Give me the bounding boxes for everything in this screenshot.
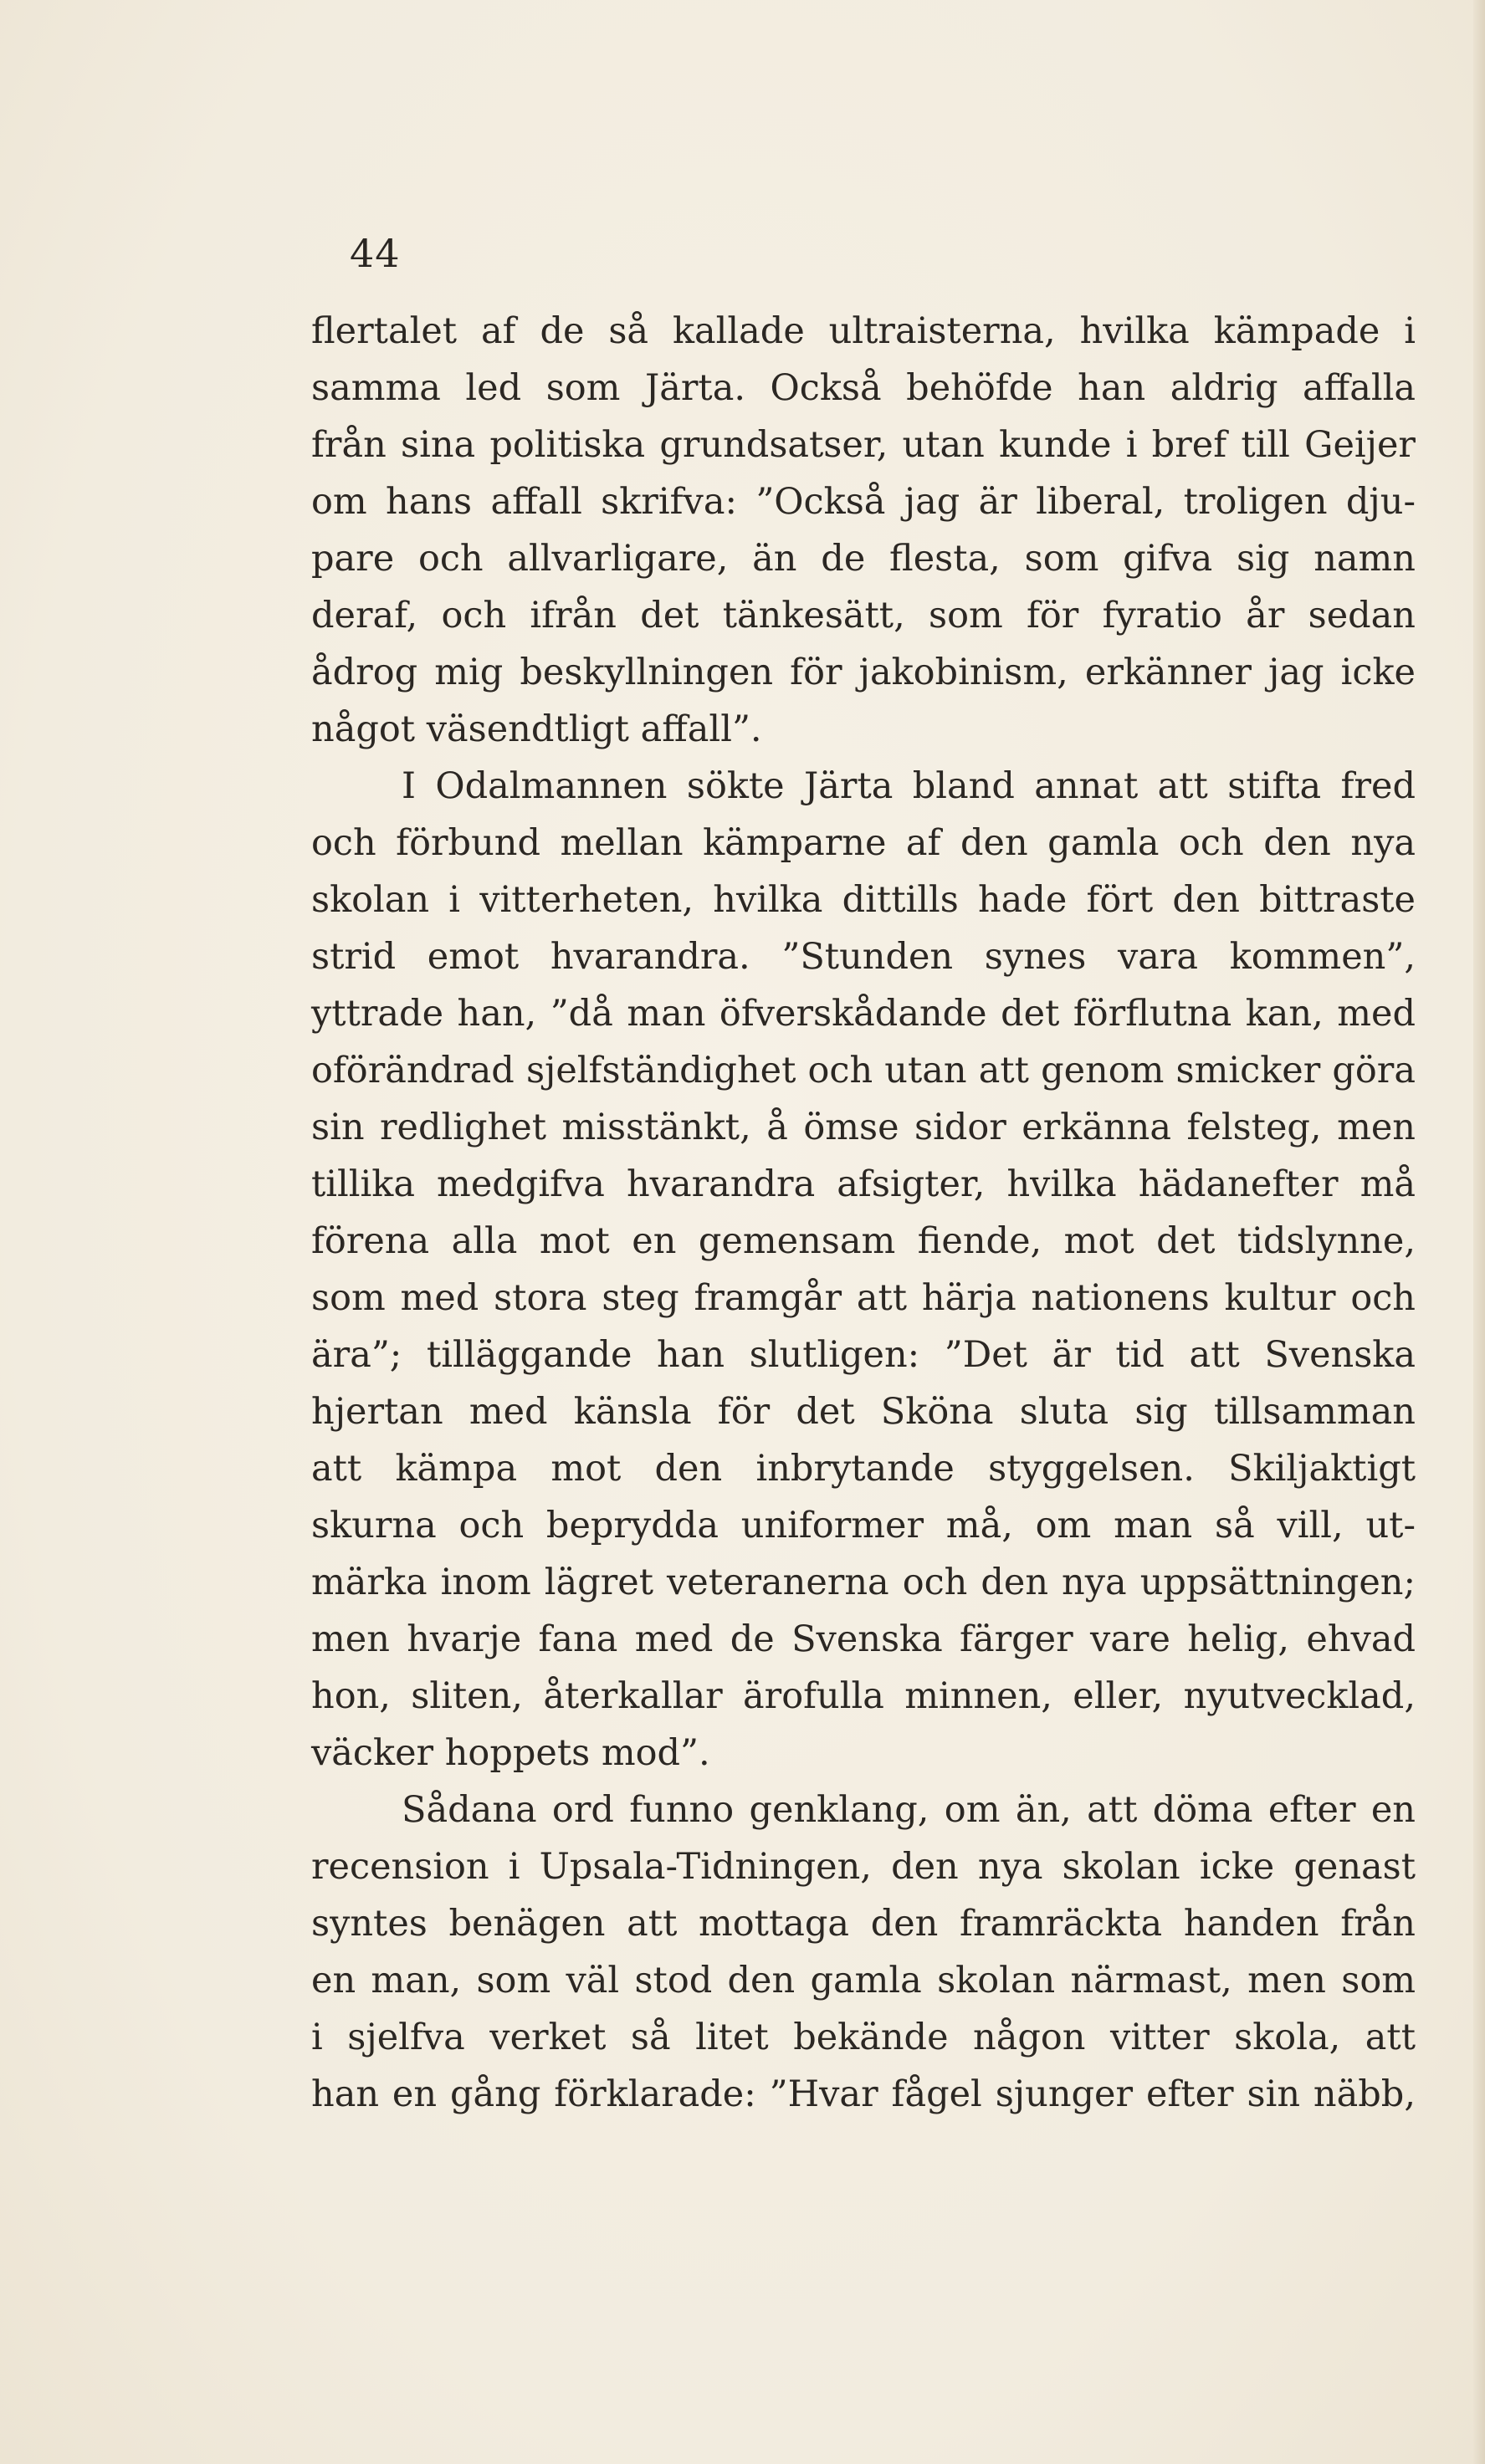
text-line: tillika medgifva hvarandra afsigter, hvilka hädanefter må: [311, 1163, 1416, 1205]
text-line: Sådana ord funno genklang, om än, att döma efter en: [402, 1789, 1416, 1831]
text-line: oförändrad sjelfständighet och utan att genom smicker göra: [311, 1050, 1416, 1091]
text-line: att kämpa mot den inbrytande styggelsen. Skiljaktigt: [311, 1448, 1416, 1490]
page-number: 44: [350, 231, 401, 276]
text-line: recension i Upsala-Tidningen, den nya skolan icke genast: [311, 1846, 1416, 1888]
text-line: väcker hoppets mod”.: [311, 1732, 710, 1774]
text-line: något väsendtligt affall”.: [311, 708, 762, 750]
text-line: deraf, och ifrån det tänkesätt, som för fyratio år sedan: [311, 595, 1416, 636]
text-line: ådrog mig beskyllningen för jakobinism, erkänner jag icke: [311, 652, 1416, 693]
text-line: flertalet af de så kallade ultraisterna, hvilka kämpade i: [311, 310, 1416, 352]
text-line: samma led som Järta. Också behöfde han aldrig affalla: [311, 367, 1416, 409]
text-line: sin redlighet misstänkt, å ömse sidor erkänna felsteg, men: [311, 1107, 1416, 1148]
text-line: strid emot hvarandra. ”Stunden synes vara kommen”,: [311, 936, 1416, 978]
text-line: I Odalmannen sökte Järta bland annat att stifta fred: [402, 765, 1416, 807]
text-line: om hans affall skrifva: ”Också jag är liberal, troligen dju-: [311, 481, 1416, 523]
text-line: skolan i vitterheten, hvilka dittills hade fört den bittraste: [311, 879, 1416, 921]
text-line: han en gång förklarade: ”Hvar fågel sjunger efter sin näbb,: [311, 2073, 1416, 2115]
body-text: [311, 303, 1416, 2123]
text-line: hon, sliten, återkallar ärofulla minnen, eller, nyutvecklad,: [311, 1675, 1416, 1717]
page-edge: [1473, 0, 1485, 2464]
text-line: märka inom lägret veteranerna och den nya uppsättningen;: [311, 1562, 1416, 1603]
text-line: och förbund mellan kämparne af den gamla och den nya: [311, 822, 1416, 864]
text-line: från sina politiska grundsatser, utan kunde i bref till Geijer: [311, 424, 1416, 466]
text-line: men hvarje fana med de Svenska färger vare helig, ehvad: [311, 1618, 1416, 1660]
text-line: hjertan med känsla för det Sköna sluta sig tillsamman: [311, 1391, 1416, 1433]
text-line: skurna och beprydda uniformer må, om man så vill, ut-: [311, 1505, 1416, 1546]
text-line: pare och allvarligare, än de flesta, som gifva sig namn: [311, 538, 1416, 580]
text-line: yttrade han, ”då man öfverskådande det förflutna kan, med: [311, 993, 1416, 1035]
text-line: en man, som väl stod den gamla skolan närmast, men som: [311, 1960, 1416, 2001]
text-line: förena alla mot en gemensam fiende, mot det tidslynne,: [311, 1220, 1416, 1262]
text-line: i sjelfva verket så litet bekände någon vitter skola, att: [311, 2017, 1416, 2058]
text-line: som med stora steg framgår att härja nationens kultur och: [311, 1277, 1416, 1319]
text-line: syntes benägen att mottaga den framräckta handen från: [311, 1903, 1416, 1945]
text-line: ära”; tilläggande han slutligen: ”Det är tid att Svenska: [311, 1334, 1416, 1376]
